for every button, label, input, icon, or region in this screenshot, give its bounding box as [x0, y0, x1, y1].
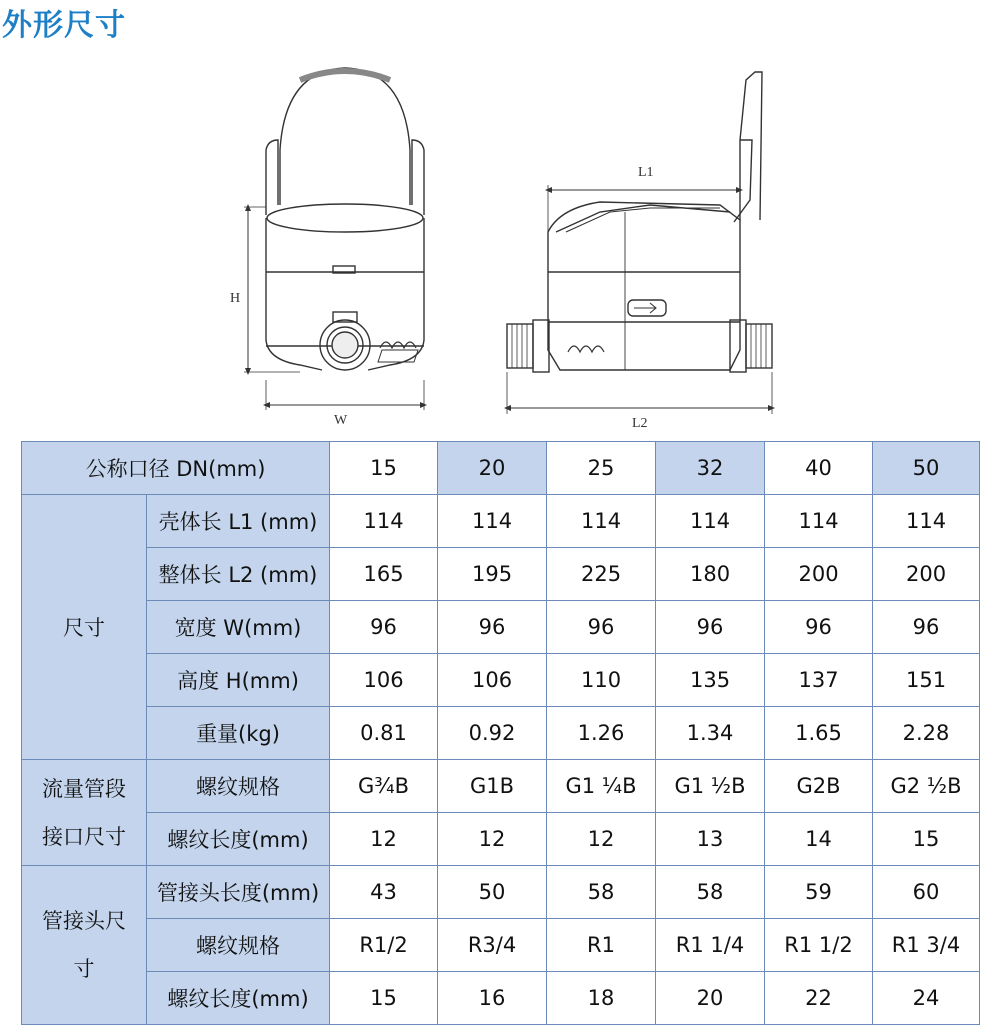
table-cell: G1 ¼B: [547, 760, 656, 813]
table-cell: 151: [873, 654, 980, 707]
header-cell: 15: [330, 442, 438, 495]
table-row: [22, 760, 980, 813]
group-label-line: 寸: [73, 957, 95, 981]
table-cell: G2B: [765, 760, 873, 813]
header-cell: 20: [438, 442, 547, 495]
table-cell: 1.26: [547, 707, 656, 760]
table-cell: 96: [547, 601, 656, 654]
table-cell: G1B: [438, 760, 547, 813]
label-l2: L2: [632, 416, 648, 431]
table-cell: 1.65: [765, 707, 873, 760]
row-label: 宽度 W(mm): [147, 601, 330, 654]
header-cell: 32: [656, 442, 765, 495]
table-row: [22, 654, 980, 707]
table-cell: R1/2: [330, 919, 438, 972]
table-cell: 114: [438, 495, 547, 548]
table-cell: 1.34: [656, 707, 765, 760]
header-cell: 25: [547, 442, 656, 495]
table-cell: 43: [330, 866, 438, 919]
table-cell: G1 ½B: [656, 760, 765, 813]
table-header-row: [22, 442, 980, 495]
row-label: 高度 H(mm): [147, 654, 330, 707]
table-cell: 165: [330, 548, 438, 601]
row-label: 螺纹长度(mm): [147, 813, 330, 866]
group-label: [22, 866, 147, 1025]
table-cell: 114: [765, 495, 873, 548]
table-cell: 96: [765, 601, 873, 654]
table-cell: 114: [330, 495, 438, 548]
table-row: [22, 548, 980, 601]
table-cell: R3/4: [438, 919, 547, 972]
spec-table: [21, 441, 980, 1025]
table-cell: 12: [547, 813, 656, 866]
row-label: 螺纹规格: [147, 919, 330, 972]
table-cell: 225: [547, 548, 656, 601]
table-cell: 20: [656, 972, 765, 1025]
side-right-pipe: [746, 324, 772, 368]
table-row: [22, 813, 980, 866]
row-label: 重量(kg): [147, 707, 330, 760]
group-label: 尺寸: [22, 495, 147, 760]
table-cell: 0.81: [330, 707, 438, 760]
label-h: H: [230, 291, 241, 306]
table-cell: 2.28: [873, 707, 980, 760]
table-cell: 0.92: [438, 707, 547, 760]
label-l1: L1: [638, 165, 654, 180]
table-cell: 22: [765, 972, 873, 1025]
table-cell: 110: [547, 654, 656, 707]
table-cell: G¾B: [330, 760, 438, 813]
table-cell: G2 ½B: [873, 760, 980, 813]
table-cell: 106: [330, 654, 438, 707]
row-label: 壳体长 L1 (mm): [147, 495, 330, 548]
table-cell: 24: [873, 972, 980, 1025]
table-cell: R1 1/2: [765, 919, 873, 972]
table-cell: 114: [547, 495, 656, 548]
label-w: W: [334, 413, 348, 428]
table-cell: 14: [765, 813, 873, 866]
side-lid: [740, 72, 762, 220]
group-label-line: 接口尺寸: [42, 824, 126, 849]
table-cell: 96: [330, 601, 438, 654]
table-cell: 18: [547, 972, 656, 1025]
row-label: 螺纹长度(mm): [147, 972, 330, 1025]
table-row: [22, 919, 980, 972]
table-cell: 16: [438, 972, 547, 1025]
group-label-line: 管接头尺: [42, 909, 126, 933]
table-cell: 106: [438, 654, 547, 707]
table-row: [22, 601, 980, 654]
table-cell: 58: [656, 866, 765, 919]
table-row: [22, 707, 980, 760]
table-cell: 114: [656, 495, 765, 548]
row-label: 管接头长度(mm): [147, 866, 330, 919]
table-cell: 96: [873, 601, 980, 654]
table-cell: 12: [330, 813, 438, 866]
table-row: [22, 495, 980, 548]
table-cell: 195: [438, 548, 547, 601]
header-cell: 50: [873, 442, 980, 495]
group-label-line: 流量管段: [42, 776, 126, 801]
table-cell: 15: [873, 813, 980, 866]
side-left-pipe: [507, 324, 533, 368]
page-title: 外形尺寸: [2, 8, 126, 43]
row-label: 螺纹规格: [147, 760, 330, 813]
table-cell: R1 1/4: [656, 919, 765, 972]
table-cell: 180: [656, 548, 765, 601]
table-cell: 58: [547, 866, 656, 919]
table-cell: 200: [765, 548, 873, 601]
table-cell: R1: [547, 919, 656, 972]
table-row: [22, 866, 980, 919]
table-cell: 60: [873, 866, 980, 919]
table-cell: 15: [330, 972, 438, 1025]
table-cell: 13: [656, 813, 765, 866]
front-dome: [280, 68, 410, 205]
table-cell: 200: [873, 548, 980, 601]
table-cell: 96: [438, 601, 547, 654]
table-row: [22, 972, 980, 1025]
table-cell: 135: [656, 654, 765, 707]
table-cell: 114: [873, 495, 980, 548]
header-label: 公称口径 DN(mm): [22, 442, 330, 495]
group-label: [22, 760, 147, 866]
row-label: 整体长 L2 (mm): [147, 548, 330, 601]
table-cell: 12: [438, 813, 547, 866]
table-cell: 59: [765, 866, 873, 919]
table-cell: 137: [765, 654, 873, 707]
table-cell: 96: [656, 601, 765, 654]
table-cell: R1 3/4: [873, 919, 980, 972]
table-cell: 50: [438, 866, 547, 919]
meter-dimension-drawing: [0, 60, 1000, 440]
header-cell: 40: [765, 442, 873, 495]
